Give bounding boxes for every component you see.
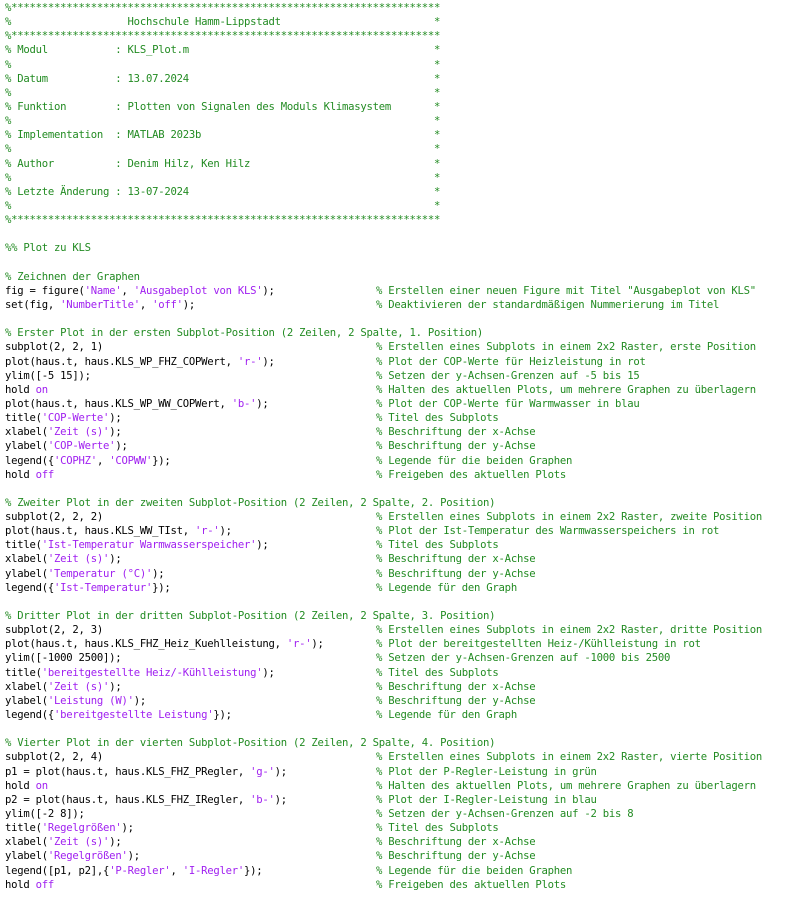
comment-text: % Datum : 13.07.2024 * [5,72,441,85]
code-line[interactable] [0,651,800,665]
code-token: hold [5,383,36,396]
code-token: title( [5,666,42,679]
code-statement [5,624,103,636]
code-line[interactable] [0,284,800,298]
comment-text: % Hochschule Hamm-Lippstadt * [5,16,441,29]
code-line[interactable] [0,694,800,708]
code-line[interactable] [0,369,800,383]
string-literal: 'Ist-Temperatur' [54,581,153,594]
string-literal: 'Ist-Temperatur Warmwasserspeicher' [41,539,257,552]
code-statement [5,695,146,707]
code-line[interactable] [0,43,800,57]
blank-line[interactable] [0,722,800,736]
code-token: ylabel( [5,850,48,863]
comment-text: % * [5,199,441,212]
blank-line[interactable] [0,595,800,609]
code-line[interactable] [0,29,800,43]
code-line[interactable] [0,199,800,213]
string-literal: on [35,383,48,396]
code-statement [5,582,170,594]
inline-comment: % Plot der I-Regler-Leistung in blau [376,793,597,806]
string-literal: on [35,779,48,792]
string-literal: 'b-' [231,397,257,410]
code-line[interactable] [0,807,800,821]
code-line[interactable] [0,1,800,15]
code-token: ); [109,680,122,693]
code-token: subplot(2, 2, 1) [5,341,104,354]
code-line[interactable] [0,241,800,255]
string-literal: 'Ausgabeplot von KLS' [133,284,263,297]
code-statement [5,455,171,467]
code-token: }); [244,864,263,877]
code-token: ); [262,666,275,679]
code-token: ylabel( [5,440,48,453]
code-token: legend([p1, p2],{ [5,864,110,877]
code-line[interactable] [0,496,800,510]
code-statement [5,780,48,792]
inline-comment: % Setzen der y-Achsen-Grenzen auf -1000 bis 2500 [376,652,671,665]
code-line[interactable] [0,411,800,425]
inline-comment: % Halten des aktuellen Plots, um mehrere Graphen zu überlagern [376,383,756,396]
code-statement [5,525,232,537]
code-token: ylabel( [5,694,48,707]
string-literal: 'Zeit (s)' [47,836,110,849]
inline-comment: % Beschriftung der y-Achse [376,440,536,453]
comment-text: % Vierter Plot in der vierten Subplot-Position (2 Zeilen, 2 Spalte, 4. Position) [5,737,496,750]
inline-comment: % Halten des aktuellen Plots, um mehrere Graphen zu überlagern [376,779,756,792]
code-statement [5,553,121,565]
code-statement [5,370,91,382]
string-literal: 'Zeit (s)' [47,553,110,566]
comment-text: % Author : Denim Hilz, Ken Hilz * [5,157,441,170]
inline-comment: % Legende für den Graph [376,581,517,594]
inline-comment: % Beschriftung der x-Achse [376,426,536,439]
string-literal: 'off' [152,298,183,311]
code-line[interactable] [0,765,800,779]
code-line[interactable] [0,72,800,86]
comment-text: % Dritter Plot in der dritten Subplot-Position (2 Zeilen, 2 Spalte, 3. Position) [5,610,496,623]
code-token: plot(haus.t, haus.KLS_FHZ_Heiz_Kuehlleistung, [5,638,287,651]
blank-line[interactable] [0,312,800,326]
code-token: ); [182,298,195,311]
code-statement [5,865,262,877]
inline-comment: % Titel des Subplots [376,539,499,552]
string-literal: 'Zeit (s)' [47,426,110,439]
comment-text: % Funktion : Plotten von Signalen des Moduls Klimasystem * [5,100,441,113]
string-literal: 'r-' [286,638,312,651]
code-token: xlabel( [5,426,48,439]
code-line[interactable] [0,340,800,354]
code-line[interactable] [0,15,800,29]
inline-comment: % Legende für die beiden Graphen [376,864,573,877]
inline-comment: % Deaktivieren der standardmäßigen Nummerierung im Titel [376,298,720,311]
string-literal: 'Zeit (s)' [47,680,110,693]
code-line[interactable] [0,58,800,72]
comment-text: % * [5,58,441,71]
code-line[interactable] [0,213,800,227]
code-token: fig = figure( [5,284,85,297]
code-token: subplot(2, 2, 3) [5,624,104,637]
code-line[interactable] [0,609,800,623]
code-token: ylim([-5 15]); [5,369,91,382]
code-token: p2 = plot(haus.t, haus.KLS_FHZ_IRegler, [5,793,251,806]
inline-comment: % Plot der P-Regler-Leistung in grün [376,765,597,778]
code-token: , [96,454,110,467]
code-statement [5,356,275,368]
code-line[interactable] [0,142,800,156]
code-line[interactable] [0,623,800,637]
code-line[interactable] [0,298,800,312]
code-line[interactable] [0,171,800,185]
code-line[interactable] [0,100,800,114]
code-line[interactable] [0,439,800,453]
code-line[interactable] [0,468,800,482]
code-statement [5,850,140,862]
code-statement [5,426,121,438]
code-line[interactable] [0,637,800,651]
code-token: ); [109,412,122,425]
inline-comment: % Plot der COP-Werte für Heizleistung in rot [376,355,646,368]
code-line[interactable] [0,454,800,468]
code-statement [5,879,54,891]
code-token: ); [262,284,275,297]
inline-comment: % Beschriftung der x-Achse [376,836,536,849]
string-literal: 'Regelgrößen' [47,850,128,863]
code-token: ); [256,397,269,410]
code-line[interactable] [0,849,800,863]
code-line[interactable] [0,567,800,581]
code-line[interactable] [0,708,800,722]
code-statement [5,836,121,848]
code-line[interactable] [0,864,800,878]
code-statement [5,751,103,763]
string-literal: off [35,878,55,891]
code-token: title( [5,822,42,835]
comment-text: % Erster Plot in der ersten Subplot-Position (2 Zeilen, 2 Spalte, 1. Position) [5,327,483,340]
code-token: ); [256,539,269,552]
code-token: ); [109,426,122,439]
code-line[interactable] [0,524,800,538]
inline-comment: % Titel des Subplots [376,822,499,835]
inline-comment: % Erstellen eines Subplots in einem 2x2 Raster, erste Position [376,341,756,354]
code-token: title( [5,539,42,552]
string-literal: 'COPWW' [109,454,153,467]
code-token: }); [152,581,171,594]
code-statement [5,794,287,806]
code-line[interactable] [0,680,800,694]
inline-comment: % Setzen der y-Achsen-Grenzen auf -5 bis 15 [376,369,640,382]
code-line[interactable] [0,835,800,849]
inline-comment: % Freigeben des aktuellen Plots [376,878,566,891]
code-token: ); [133,694,146,707]
code-statement [5,440,128,452]
code-line[interactable] [0,383,800,397]
code-line[interactable] [0,793,800,807]
code-line[interactable] [0,355,800,369]
code-line[interactable] [0,538,800,552]
code-line[interactable] [0,114,800,128]
code-token: ); [274,765,287,778]
comment-text: % Zweiter Plot in der zweiten Subplot-Position (2 Zeilen, 2 Spalte, 2. Position) [5,496,496,509]
string-literal: 'COPHZ' [54,454,97,467]
comment-text: % Implementation : MATLAB 2023b * [5,129,441,142]
string-literal: 'Name' [84,284,122,297]
code-line[interactable] [0,86,800,100]
string-literal: 'r-' [194,525,220,538]
code-statement [5,398,269,410]
code-token: xlabel( [5,553,48,566]
comment-text: % * [5,143,441,156]
inline-comment: % Legende für die beiden Graphen [376,454,573,467]
string-literal: 'COP-Werte' [41,412,110,425]
code-statement [5,384,48,396]
code-token: plot(haus.t, haus.KLS_WW_TIst, [5,525,195,538]
inline-comment: % Freigeben des aktuellen Plots [376,468,566,481]
code-line[interactable] [0,666,800,680]
inline-comment: % Plot der COP-Werte für Warmwasser in blau [376,397,640,410]
inline-comment: % Titel des Subplots [376,666,499,679]
code-statement [5,539,269,551]
code-token: , [121,284,134,297]
code-token: title( [5,412,42,425]
code-line[interactable] [0,128,800,142]
string-literal: 'bereitgestellte Leistung' [54,709,214,722]
code-line[interactable] [0,736,800,750]
comment-text: %********************************************************************** [5,30,441,43]
code-statement [5,652,121,664]
blank-line[interactable] [0,227,800,241]
code-token: set(fig, [5,298,61,311]
code-statement [5,766,287,778]
blank-line[interactable] [0,482,800,496]
code-token: ); [311,638,324,651]
code-token: ); [109,836,122,849]
code-token: }); [213,709,232,722]
inline-comment: % Beschriftung der x-Achse [376,680,536,693]
inline-comment: % Plot der bereitgestellten Heiz-/Kühlleistung in rot [376,638,701,651]
code-token: ); [115,440,128,453]
code-token: hold [5,878,36,891]
code-token: ); [274,793,287,806]
code-token: ); [262,355,275,368]
code-token: subplot(2, 2, 4) [5,751,104,764]
code-line[interactable] [0,326,800,340]
comment-text: %% Plot zu KLS [5,242,91,255]
code-token: hold [5,468,36,481]
code-line[interactable] [0,157,800,171]
code-line[interactable] [0,581,800,595]
code-line[interactable] [0,270,800,284]
inline-comment: % Beschriftung der x-Achse [376,553,536,566]
comment-text: %********************************************************************** [5,214,441,227]
code-token: ); [219,525,232,538]
code-token: legend({ [5,454,55,467]
code-token: legend({ [5,709,55,722]
inline-comment: % Erstellen eines Subplots in einem 2x2 Raster, dritte Position [376,624,763,637]
code-statement [5,299,195,311]
string-literal: 'b-' [250,793,275,806]
code-token: ); [152,567,165,580]
code-token: , [139,298,153,311]
code-token: plot(haus.t, haus.KLS_WP_FHZ_COPWert, [5,355,238,368]
code-token: ); [127,850,140,863]
comment-text: %********************************************************************** [5,2,441,14]
code-token: xlabel( [5,680,48,693]
code-line[interactable] [0,397,800,411]
code-statement [5,709,232,721]
code-line[interactable] [0,552,800,566]
inline-comment: % Legende für den Graph [376,709,517,722]
inline-comment: % Erstellen einer neuen Figure mit Titel "Ausgabeplot von KLS" [376,284,756,297]
inline-comment: % Plot der Ist-Temperatur des Warmwasserspeichers in rot [376,525,720,538]
code-token: legend({ [5,581,55,594]
code-statement [5,681,121,693]
comment-text: % * [5,86,441,99]
code-token: xlabel( [5,836,48,849]
code-token: ); [109,553,122,566]
inline-comment: % Erstellen eines Subplots in einem 2x2 Raster, vierte Position [376,751,763,764]
code-token: ); [121,822,134,835]
code-token: p1 = plot(haus.t, haus.KLS_FHZ_PRegler, [5,765,251,778]
string-literal: 'I-Regler' [182,864,245,877]
comment-text: % * [5,171,441,184]
code-token: subplot(2, 2, 2) [5,511,104,524]
code-statement [5,808,85,820]
comment-text: % Letzte Änderung : 13-07-2024 * [5,185,441,198]
code-statement [5,341,103,353]
inline-comment: % Beschriftung der y-Achse [376,694,536,707]
code-line[interactable] [0,510,800,524]
code-token: plot(haus.t, haus.KLS_WP_WW_COPWert, [5,397,232,410]
inline-comment: % Beschriftung der y-Achse [376,850,536,863]
string-literal: off [35,468,55,481]
code-line[interactable] [0,750,800,764]
code-token: ylabel( [5,567,48,580]
code-statement [5,511,103,523]
code-statement [5,285,275,297]
string-literal: 'bereitgestellte Heiz/-Kühlleistung' [41,666,263,679]
comment-text: % Zeichnen der Graphen [5,270,140,283]
code-token: , [170,864,183,877]
string-literal: 'NumberTitle' [60,298,140,311]
code-statement [5,638,324,650]
code-token: }); [152,454,171,467]
string-literal: 'r-' [237,355,263,368]
string-literal: 'COP-Werte' [47,440,116,453]
inline-comment: % Erstellen eines Subplots in einem 2x2 Raster, zweite Position [376,511,763,524]
comment-text: % * [5,115,441,128]
code-line[interactable] [0,185,800,199]
string-literal: 'Leistung (W)' [47,694,134,707]
inline-comment: % Titel des Subplots [376,412,499,425]
code-statement [5,568,164,580]
inline-comment: % Setzen der y-Achsen-Grenzen auf -2 bis 8 [376,808,634,821]
inline-comment: % Beschriftung der y-Achse [376,567,536,580]
code-statement [5,469,54,481]
code-line[interactable] [0,779,800,793]
code-line[interactable] [0,878,800,892]
string-literal: 'P-Regler' [109,864,171,877]
blank-line[interactable] [0,256,800,270]
code-line[interactable] [0,821,800,835]
code-line[interactable] [0,425,800,439]
code-statement [5,667,275,679]
string-literal: 'Temperatur (°C)' [47,567,153,580]
comment-text: % Modul : KLS_Plot.m * [5,44,441,57]
code-token: hold [5,779,36,792]
code-token: ylim([-2 8]); [5,808,85,821]
string-literal: 'Regelgrößen' [41,822,122,835]
code-statement [5,412,121,424]
code-statement [5,822,134,834]
string-literal: 'g-' [250,765,275,778]
code-token: ylim([-1000 2500]); [5,652,122,665]
